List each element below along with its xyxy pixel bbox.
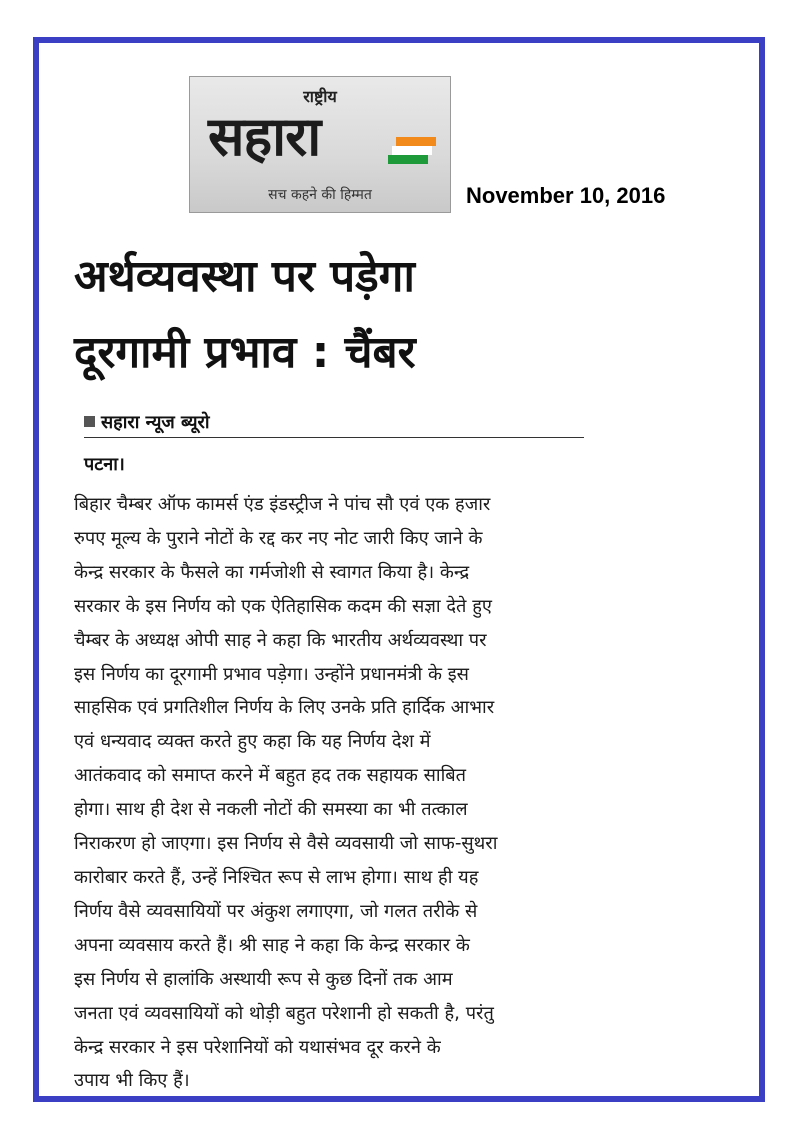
article-line: केन्द्र सरकार ने इस परेशानियों को यथासंभव दूर करने के: [74, 1036, 441, 1058]
article-line: अपना व्यवसाय करते हैं। श्री साह ने कहा कि केन्द्र सरकार के: [74, 934, 470, 956]
article-line: आतंकवाद को समाप्त करने में बहुत हद तक सहायक साबित: [74, 765, 467, 787]
article-line: होगा। साथ ही देश से नकली नोटों की समस्या का भी तत्काल: [74, 799, 468, 821]
article-line: बिहार चैम्बर ऑफ कामर्स एंड इंडस्ट्रीज ने पांच सौ एवं एक हजार: [74, 494, 491, 515]
article-line: साहसिक एवं प्रगतिशील निर्णय के लिए उनके प्रति हार्दिक आभार: [74, 697, 495, 719]
headline-line-1: अर्थव्यवस्था पर पड़ेगा: [74, 251, 415, 302]
article-line: रुपए मूल्य के पुराने नोटों के रद्द कर नए नोट जारी किए जाने के: [74, 527, 483, 549]
article-line: केन्द्र सरकार के फैसले का गर्मजोशी से स्वागत किया है। केन्द्र: [74, 561, 470, 583]
masthead-tagline: सच कहने की हिम्मत: [268, 187, 372, 203]
article-line: उपाय भी किए हैं।: [74, 1070, 190, 1092]
headline-line-2: दूरगामी प्रभाव : चैंबर: [74, 327, 416, 378]
article-line: चैम्बर के अध्यक्ष ओपी साह ने कहा कि भारतीय अर्थव्यवस्था पर: [74, 629, 487, 651]
article-line: एवं धन्यवाद व्यक्त करते हुए कहा कि यह निर्णय देश में: [74, 731, 431, 753]
article-line: जनता एवं व्यवसायियों को थोड़ी बहुत परेशानी हो सकती है, परंतु: [74, 1002, 494, 1024]
square-bullet-icon: [84, 416, 95, 427]
publication-date: November 10, 2016: [466, 183, 666, 208]
dateline: पटना।: [84, 454, 125, 475]
article-line: इस निर्णय से हालांकि अस्थायी रूप से कुछ दिनों तक आम: [74, 968, 453, 990]
article-line: इस निर्णय का दूरगामी प्रभाव पड़ेगा। उन्होंने प्रधानमंत्री के इस: [74, 663, 469, 685]
byline-divider: [84, 437, 584, 438]
byline-text: सहारा न्यूज ब्यूरो: [101, 412, 210, 433]
masthead-top-text: राष्ट्रीय: [303, 87, 337, 106]
byline: [84, 410, 210, 434]
article-line: कारोबार करते हैं, उन्हें निश्चित रूप से लाभ होगा। साथ ही यह: [74, 866, 479, 888]
article-line: निराकरण हो जाएगा। इस निर्णय से वैसे व्यवसायी जो साफ-सुथरा: [74, 833, 498, 855]
masthead-name: सहारा: [208, 105, 321, 168]
article-line: निर्णय वैसे व्यवसायियों पर अंकुश लगाएगा, जो गलत तरीके से: [74, 900, 478, 922]
tricolor-flag-icon: [386, 137, 438, 165]
article-body: [74, 488, 614, 1098]
article-line: सरकार के इस निर्णय को एक ऐतिहासिक कदम की सज्ञा देते हुए: [74, 595, 492, 617]
newspaper-masthead-logo: [189, 76, 451, 213]
